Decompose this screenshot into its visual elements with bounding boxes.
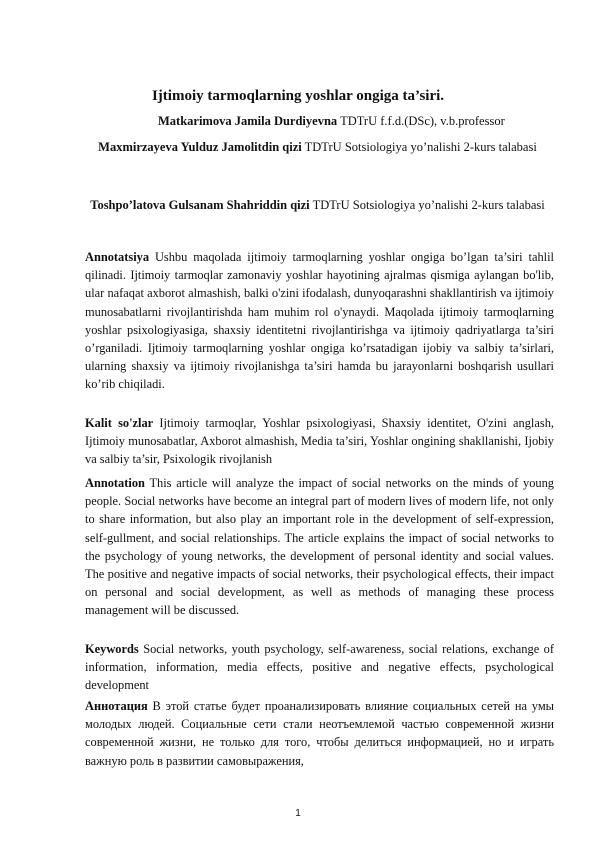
keywords-en-label: Keywords xyxy=(85,642,139,656)
author-3 xyxy=(90,194,545,216)
author-2 xyxy=(90,136,545,158)
abstract-uz xyxy=(85,248,554,394)
keywords-uz-text: Ijtimoiy tarmoqlar, Yoshlar psixologiyasi, Shaxsiy identitet, O'zini anglash, Ijtimoiy munosabatlar, Axborot almashish, Media ta’siri, Yoshlar ongining shakllanishi, Ijobiy va salbiy ta’sir, Psixologik rivojlanish xyxy=(85,416,554,467)
keywords-en xyxy=(85,640,554,695)
page-number: 1 xyxy=(295,808,301,819)
abstract-en-label: Annotation xyxy=(85,476,145,490)
keywords-en-text: Social networks, youth psychology, self-awareness, social relations, exchange of information, information, media effects, positive and negative effects, psychological development xyxy=(85,642,554,693)
abstract-uz-text: Ushbu maqolada ijtimoiy tarmoqlarning yoshlar ongiga bo’lgan ta’siri tahlil qilinadi. Ijtimoiy tarmoqlar zamonaviy yoshlar hayotining ajralmas qismiga aylangan bo'lib, ular nafaqat axborot almashish, balki o'zini ifodalash, dunyoqarashni shakllantirish va ijtimoiy munosabatlarni rivojlantirishda ham muhim rol o'ynaydi. Maqolada ijtimoiy tarmoqlarning yoshlar psixologiyasiga, shaxsiy identitetni rivojlantirishga va ijtimoiy qadriyatlarga ta’siri o’rganiladi. Ijtimoiy tarmoqlarning yoshlar ongiga ko’rsatadigan ijobiy va salbiy ta’sirlari, ularning shaxsiy va ijtimoiy rivojlanishga ta’siri hamda bu jarayonlarni boshqarish usullari ko’rib chiqiladi. xyxy=(85,250,554,392)
abstract-en-text: This article will analyze the impact of social networks on the minds of young people. Social networks have become an integral part of modern lives of modern life, not only to share information, but also play an important role in the development of self-expression, self-gullment, and social relationships. The article explains the impact of social networks to the psychology of young networks, the development of personal identity and social values. The positive and negative impacts of social networks, their psychological effects, their impact on personal and social development, as well as methods of managing these process management will be discussed. xyxy=(85,476,554,618)
abstract-ru-label: Аннотация xyxy=(85,699,148,713)
abstract-ru xyxy=(85,697,554,770)
author-1-affiliation: TDTrU f.f.d.(DSc), v.b.professor xyxy=(337,114,505,128)
keywords-uz xyxy=(85,414,554,469)
author-2-name: Maxmirzayeva Yulduz Jamolitdin qizi xyxy=(98,140,302,154)
author-2-affiliation: TDTrU Sotsiologiya yo’nalishi 2-kurs talabasi xyxy=(301,140,537,154)
author-1-name: Matkarimova Jamila Durdiyevna xyxy=(158,114,338,128)
author-3-affiliation: TDTrU Sotsiologiya yo’nalishi 2-kurs talabasi xyxy=(309,198,545,212)
abstract-uz-label: Annotatsiya xyxy=(85,250,150,264)
abstract-en xyxy=(85,474,554,620)
author-1 xyxy=(158,110,558,132)
paper-title: Ijtimoiy tarmoqlarning yoshlar ongiga ta’siri. xyxy=(151,88,445,104)
abstract-ru-text: В этой статье будет проанализировать влияние социальных сетей на умы молодых людей. Социальные сети стали неотъемлемой частью современной жизни современной жизни, не только для того, чтобы делиться информацией, но и играть важную роль в развитии самовыражения, xyxy=(85,699,554,768)
author-3-name: Toshpo’latova Gulsanam Shahriddin qizi xyxy=(90,198,310,212)
keywords-uz-label: Kalit so'zlar xyxy=(85,416,154,430)
